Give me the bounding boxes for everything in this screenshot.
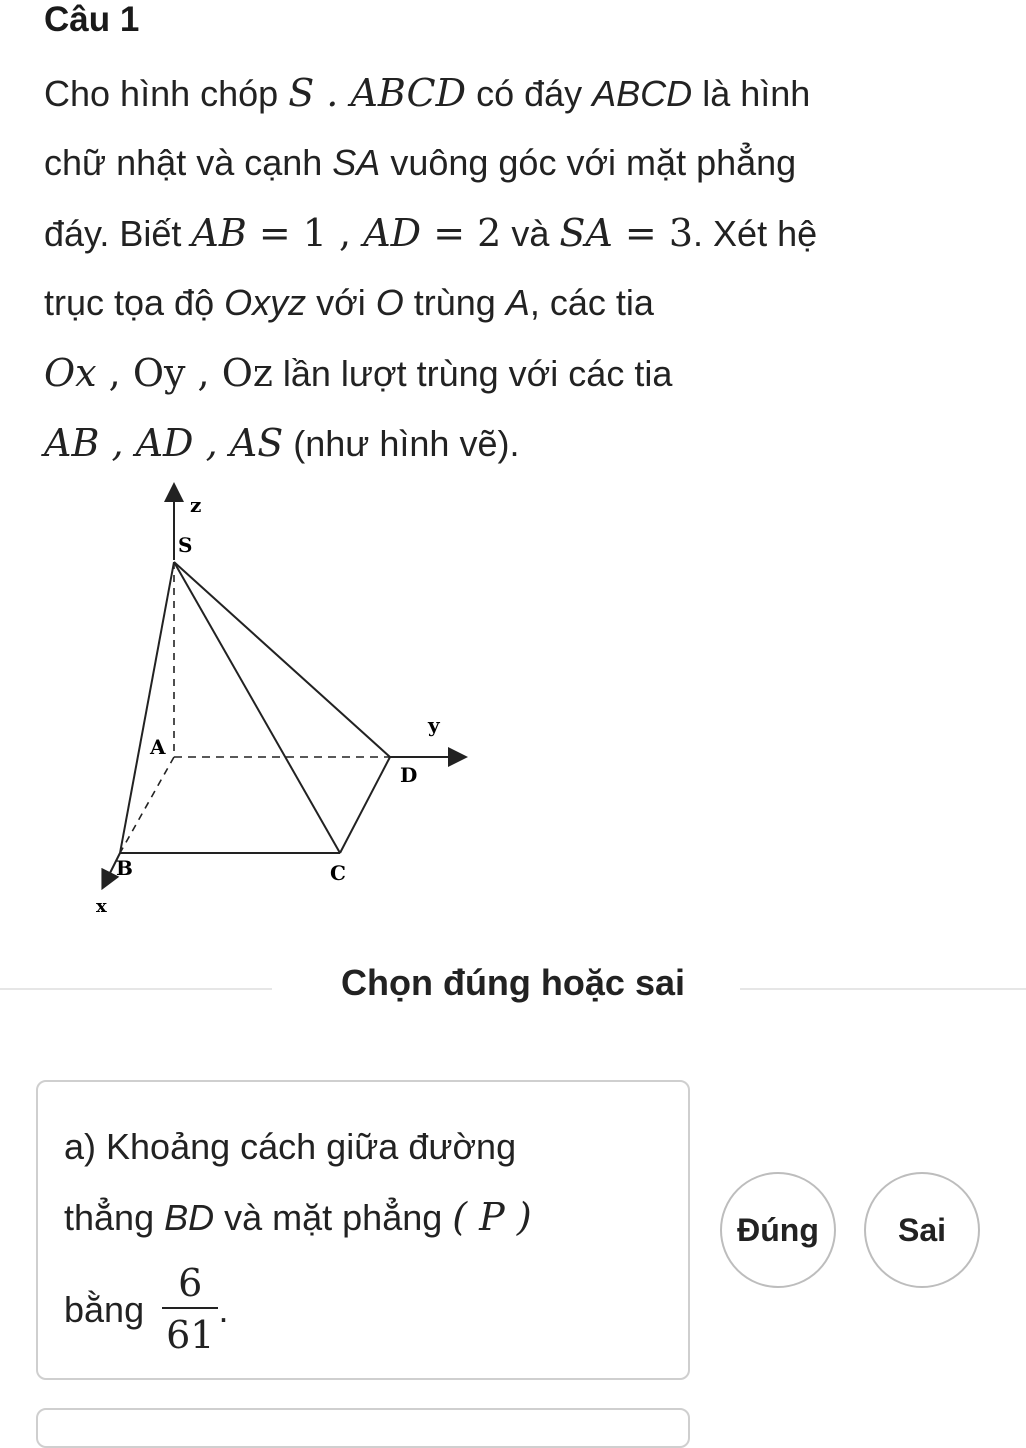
text: trùng <box>403 282 506 323</box>
text: và mặt phẳng <box>214 1197 453 1238</box>
problem-line-1 <box>44 58 944 128</box>
edge-sc <box>174 562 340 853</box>
text: (như hình vẽ). <box>283 423 520 464</box>
edge-sd <box>174 562 390 757</box>
edge-cd <box>340 757 390 853</box>
text: có đáy <box>466 73 593 114</box>
math: , Oy , Oz <box>96 351 273 395</box>
label-z: z <box>190 493 202 517</box>
false-button[interactable]: Sai <box>864 1172 980 1288</box>
text: và <box>501 213 560 254</box>
math: = 3 <box>612 211 694 255</box>
fraction-denominator: 61 <box>166 1313 215 1357</box>
text: chữ nhật và cạnh <box>44 142 333 183</box>
fraction-numerator: 6 <box>162 1259 218 1309</box>
divider-right <box>740 988 1026 990</box>
problem-statement <box>44 58 944 478</box>
text: . Xét hệ <box>693 213 818 254</box>
text: ABCD <box>592 73 693 114</box>
text: , các tia <box>529 282 654 323</box>
label-y: y <box>428 713 440 737</box>
math: Ox <box>44 351 97 395</box>
pyramid-diagram <box>60 470 500 920</box>
label-x: x <box>96 896 107 917</box>
math-plane-p: ( P ) <box>452 1195 532 1239</box>
text: O <box>375 282 404 323</box>
statement-line-3 <box>64 1259 532 1361</box>
statement-text <box>64 1112 532 1361</box>
text: BD <box>164 1197 215 1238</box>
text: A <box>505 282 530 323</box>
true-button[interactable]: Đúng <box>720 1172 836 1288</box>
math: AB <box>191 211 247 255</box>
math: AB , AD , AS <box>44 421 284 465</box>
text: Cho hình chóp <box>44 73 289 114</box>
label-a: A <box>150 735 166 759</box>
label-d: D <box>400 763 418 787</box>
text: bằng <box>64 1289 145 1330</box>
statement-line-1: a) Khoảng cách giữa đường <box>64 1126 517 1167</box>
text: . <box>218 1289 229 1330</box>
fraction <box>162 1259 218 1361</box>
math: = 1 , <box>246 211 364 255</box>
pyramid-figure <box>60 470 500 925</box>
problem-line-2 <box>44 128 944 198</box>
edge-sb <box>120 562 174 853</box>
text: với <box>306 282 376 323</box>
text: SA <box>332 142 381 183</box>
text: thẳng <box>64 1197 165 1238</box>
math: = 2 <box>421 211 502 255</box>
statement-line-2 <box>64 1182 532 1253</box>
text: lần lượt trùng với các tia <box>272 353 673 394</box>
problem-line-4 <box>44 268 944 338</box>
text: là hình <box>692 73 811 114</box>
statement-card-b <box>36 1408 690 1448</box>
section-title: Chọn đúng hoặc sai <box>340 962 685 1003</box>
problem-line-5 <box>44 338 944 408</box>
label-s: S <box>178 533 193 557</box>
question-title: Câu 1 <box>44 0 140 39</box>
text: đáy. Biết <box>44 213 192 254</box>
text: Oxyz <box>224 282 307 323</box>
label-b: B <box>116 856 133 880</box>
statement-card-a <box>36 1080 690 1380</box>
problem-line-3 <box>44 198 944 268</box>
text: trục tọa độ <box>44 282 225 323</box>
math: SA <box>559 211 613 255</box>
math: AD <box>363 211 422 255</box>
text: vuông góc với mặt phẳng <box>380 142 797 183</box>
label-c: C <box>330 861 346 885</box>
problem-line-6 <box>44 408 944 478</box>
math-sabcd: S . ABCD <box>288 71 467 115</box>
